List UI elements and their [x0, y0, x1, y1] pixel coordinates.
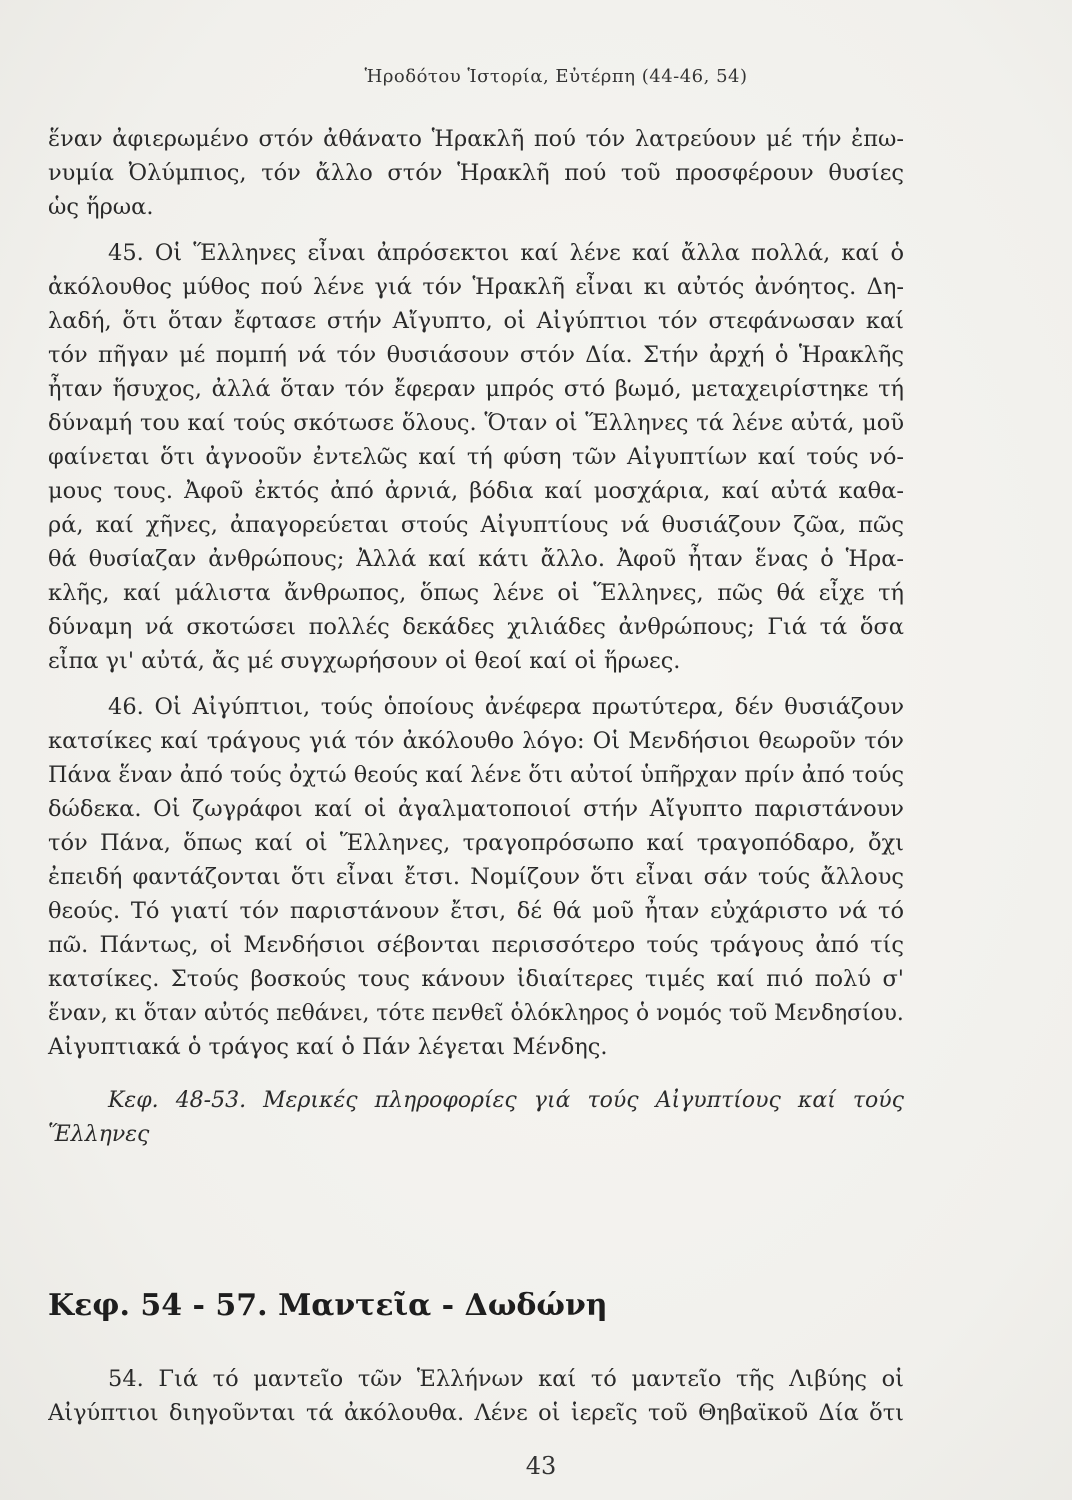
text-line: ἕναν, κι ὅταν αὐτός πεθάνει, τότε πενθεῖ ὁλόκληρος ὁ νομός τοῦ Μενδησίου.: [48, 1000, 904, 1026]
text-line: δώδεκα. Οἱ ζωγράφοι καί οἱ ἀγαλματοποιοί στήν Αἴγυπτο παριστάνουν: [48, 796, 904, 822]
text-line: νυμία Ὀλύμπιος, τόν ἄλλο στόν Ἡρακλῆ πού τοῦ προσφέρουν θυσίες: [48, 160, 904, 186]
text-line: ἀκόλουθος μύθος πού λένε γιά τόν Ἡρακλῆ εἶναι κι αὐτός ἀνόητος. Δη-: [48, 274, 904, 300]
text-line: τόν πῆγαν μέ πομπή νά τόν θυσιάσουν στόν Δία. Στήν ἀρχή ὁ Ἡρακλῆς: [48, 342, 904, 368]
text-line: ἕναν ἀφιερωμένο στόν ἀθάνατο Ἡρακλῆ πού τόν λατρεύουν μέ τήν ἐπω-: [48, 126, 904, 152]
text-line: Αἰγύπτιοι διηγοῦνται τά ἀκόλουθα. Λένε οἱ ἱερεῖς τοῦ Θηβαϊκοῦ Δία ὅτι: [48, 1400, 904, 1426]
paragraph-45-start: 45. Οἱ Ἕλληνες εἶναι ἀπρόσεκτοι καί λένε καί ἄλλα πολλά, καί ὁ: [108, 240, 904, 266]
running-head: Ἡροδότου Ἱστορία, Εὐτέρπη (44-46, 54): [364, 66, 748, 87]
text-line: κατσίκες. Στούς βοσκούς τους κάνουν ἰδιαίτερες τιμές καί πιό πολύ σ': [48, 966, 904, 992]
paragraph-46-start: 46. Οἱ Αἰγύπτιοι, τούς ὁποίους ἀνέφερα πρωτύτερα, δέν θυσιάζουν: [108, 694, 904, 720]
text-line: μους τους. Ἀφοῦ ἐκτός ἀπό ἀρνιά, βόδια καί μοσχάρια, καί αὐτά καθα-: [48, 478, 904, 504]
body-text: [48, 122, 904, 1152]
paragraph-54-start: 54. Γιά τό μαντεῖο τῶν Ἑλλήνων καί τό μαντεῖο τῆς Λιβύης οἱ: [108, 1366, 904, 1392]
text-line: τόν Πάνα, ὅπως καί οἱ Ἕλληνες, τραγοπρόσωπο καί τραγοπόδαρο, ὄχι: [48, 830, 904, 856]
text-line: ἐπειδή φαντάζονται ὅτι εἶναι ἔτσι. Νομίζουν ὅτι εἶναι σάν τούς ἄλλους: [48, 864, 904, 890]
text-line: ρά, καί χῆνες, ἀπαγορεύεται στούς Αἰγυπτίους νά θυσιάζουν ζῶα, πῶς: [48, 512, 904, 538]
text-line: κατσίκες καί τράγους γιά τόν ἀκόλουθο λόγο: Οἱ Μενδήσιοι θεωροῦν τόν: [48, 728, 904, 754]
text-line: λαδή, ὅτι ὅταν ἔφτασε στήν Αἴγυπτο, οἱ Αἰγύπτιοι τόν στεφάνωσαν καί: [48, 308, 904, 334]
text-line: Αἰγυπτιακά ὁ τράγος καί ὁ Πάν λέγεται Μένδης.: [48, 1034, 608, 1060]
text-line: εἶπα γι' αὐτά, ἄς μέ συγχωρήσουν οἱ θεοί καί οἱ ἥρωες.: [48, 648, 681, 674]
text-line: πῶ. Πάντως, οἱ Μενδήσιοι σέβονται περισσότερο τούς τράγους ἀπό τίς: [48, 932, 904, 958]
text-line: θεούς. Τό γιατί τόν παριστάνουν ἔτσι, δέ θά μοῦ ἦταν εὐχάριστο νά τό: [48, 898, 904, 924]
chapter-note: Κεφ. 48-53. Μερικές πληροφορίες γιά τούς Αἰγυπτίους καί τούς: [108, 1088, 904, 1113]
text-line: ὡς ἥρωα.: [48, 194, 154, 220]
section-heading: Κεφ. 54 - 57. Μαντεῖα - Δωδώνη: [48, 1288, 608, 1323]
chapter-note-continued: Ἕλληνες: [48, 1122, 150, 1147]
text-line: θά θυσίαζαν ἀνθρώπους; Ἀλλά καί κάτι ἄλλο. Ἀφοῦ ἦταν ἕνας ὁ Ἡρα-: [48, 546, 904, 572]
paragraph-54: [48, 1362, 904, 1430]
text-line: φαίνεται ὅτι ἀγνοοῦν ἐντελῶς καί τή φύση τῶν Αἰγυπτίων καί τούς νό-: [48, 444, 904, 470]
text-line: κλῆς, καί μάλιστα ἄνθρωπος, ὅπως λένε οἱ Ἕλληνες, πῶς θά εἶχε τή: [48, 580, 904, 606]
page-number: 43: [525, 1452, 557, 1480]
text-line: δύναμή του καί τούς σκότωσε ὅλους. Ὅταν οἱ Ἕλληνες τά λένε αὐτά, μοῦ: [48, 410, 904, 436]
text-line: δύναμη νά σκοτώσει πολλές δεκάδες χιλιάδες ἀνθρώπους; Γιά τά ὅσα: [48, 614, 904, 640]
text-line: Πάνα ἕναν ἀπό τούς ὀχτώ θεούς καί λένε ὅτι αὐτοί ὑπῆρχαν πρίν ἀπό τούς: [48, 762, 904, 788]
text-line: ἦταν ἥσυχος, ἀλλά ὅταν τόν ἔφεραν μπρός στό βωμό, μεταχειρίστηκε τή: [48, 376, 904, 402]
